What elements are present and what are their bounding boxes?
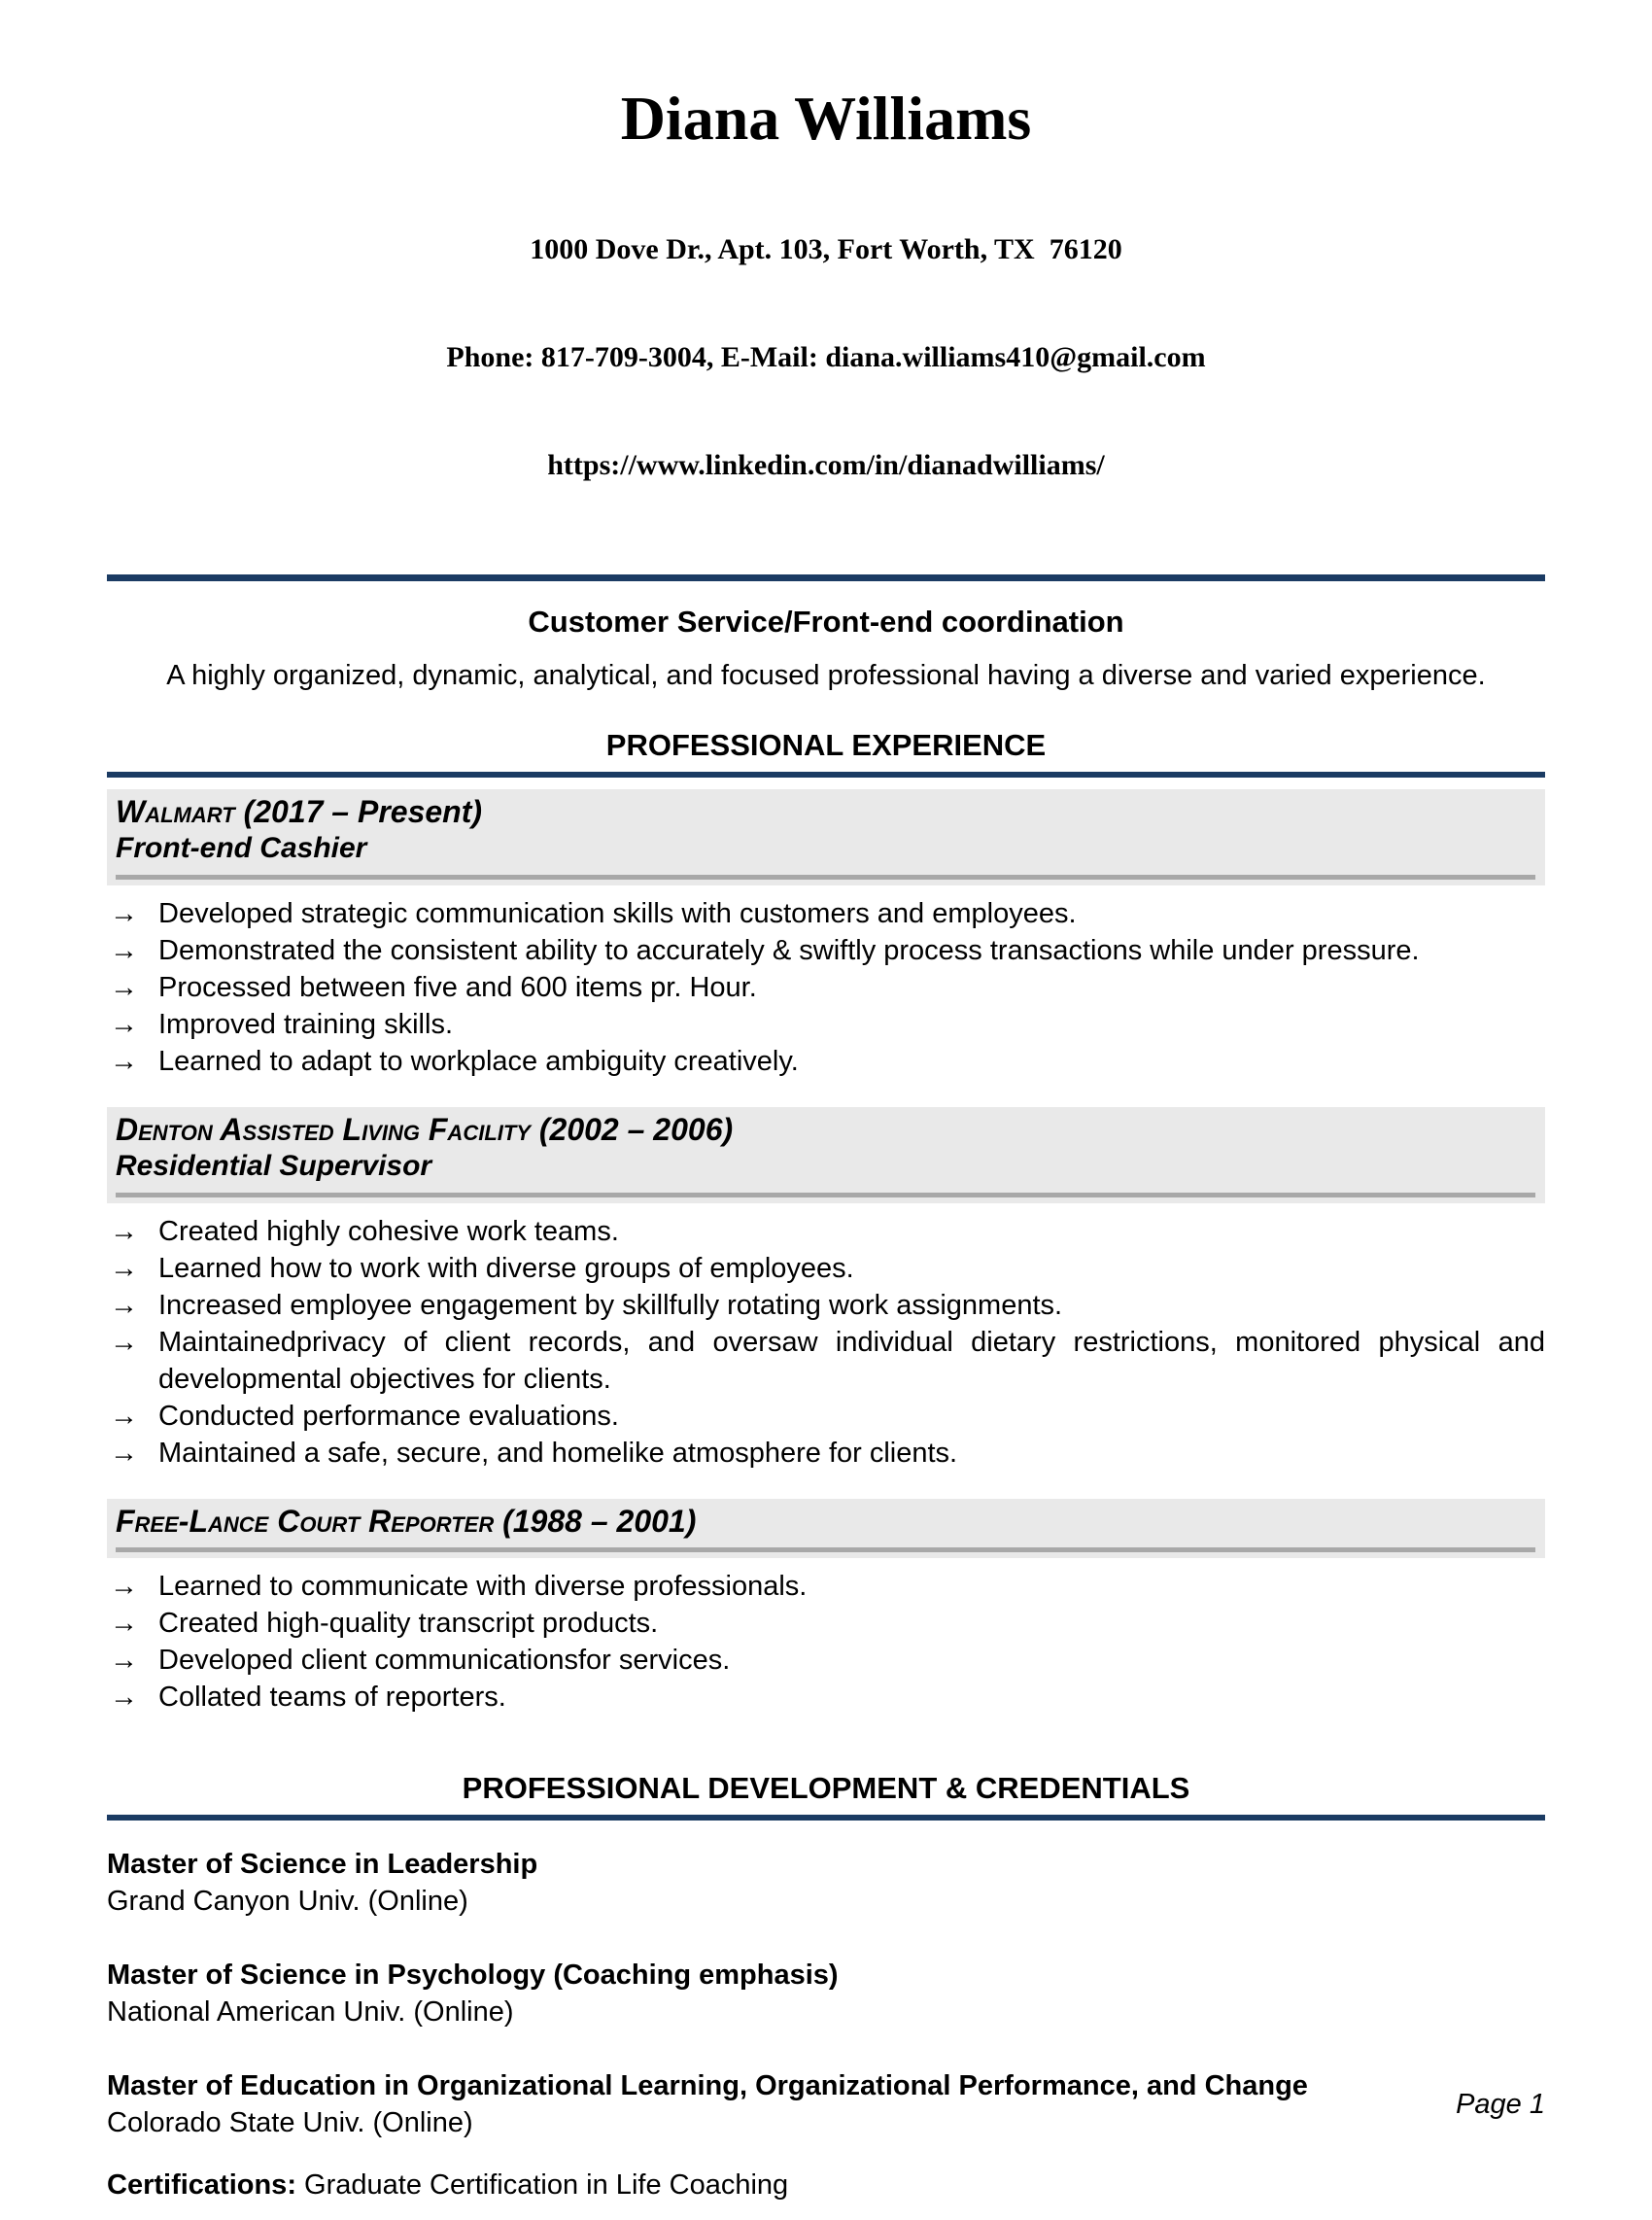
bullet-item: [107, 1435, 1545, 1472]
bullet-text: Collated teams of reporters.: [158, 1682, 506, 1713]
resume-objective-title: Customer Service/Front-end coordination: [528, 605, 1124, 639]
bullet-item: [107, 969, 1545, 1006]
bullet-text: Maintained a safe, secure, and homelike atmosphere for clients.: [158, 1438, 958, 1469]
bullet-text: Developed client communicationsfor services.: [158, 1645, 731, 1676]
degree-title: Master of Science in Psychology (Coaching emphasis): [107, 1960, 839, 1991]
bullet-item: [107, 1250, 1545, 1287]
page-number: Page 1: [1456, 2089, 1545, 2120]
arrow-bullet-icon: →: [110, 1216, 138, 1247]
bullet-text: Processed between five and 600 items pr. Hour.: [158, 972, 757, 1003]
job-role: Front-end Cashier: [116, 832, 367, 864]
bullet-item: [107, 895, 1545, 932]
arrow-bullet-icon: →: [110, 1327, 138, 1358]
job-company-line: [116, 1503, 1535, 1540]
bullet-text: Increased employee engagement by skillfully rotating work assignments.: [158, 1290, 1063, 1321]
bullet-item: [107, 932, 1545, 969]
bullet-text: Learned how to work with diverse groups of employees.: [158, 1253, 854, 1284]
phone-email-line: Phone: 817-709-3004, E-Mail: diana.williams410@gmail.com: [446, 341, 1206, 373]
bullet-text: Demonstrated the consistent ability to accurately & swiftly process transactions while under pressure.: [158, 935, 1420, 966]
degree-title: Master of Science in Leadership: [107, 1849, 538, 1880]
bullet-text: Maintainedprivacy of client records, and oversaw individual dietary restrictions, monitored physical and developmental objectives for clients.: [158, 1327, 1545, 1395]
job-header-denton: [107, 1107, 1545, 1203]
job-bullets-denton: [107, 1213, 1545, 1472]
arrow-bullet-icon: →: [110, 1645, 138, 1676]
arrow-bullet-icon: →: [110, 1608, 138, 1639]
arrow-bullet-icon: →: [110, 1046, 138, 1077]
bullet-item: [107, 1679, 1545, 1716]
job-dates: (2017 – Present): [234, 794, 483, 829]
certifications-label: Certifications:: [107, 2169, 296, 2201]
job-role: Residential Supervisor: [116, 1150, 432, 1182]
bullet-text: Developed strategic communication skills with customers and employees.: [158, 898, 1077, 929]
job-header-walmart: [107, 789, 1545, 885]
bullet-item: [107, 1043, 1545, 1080]
experience-section-heading: PROFESSIONAL EXPERIENCE: [605, 728, 1047, 762]
arrow-bullet-icon: →: [110, 1253, 138, 1284]
resume-page: [0, 82, 1652, 2220]
address-line: 1000 Dove Dr., Apt. 103, Fort Worth, TX 76120: [530, 233, 1122, 265]
credentials-heading-rule: [107, 1815, 1545, 1821]
bullet-item: [107, 1006, 1545, 1043]
bullet-item: [107, 1642, 1545, 1679]
bullet-item: [107, 1287, 1545, 1324]
contact-block: [107, 159, 1545, 555]
education-entry: [107, 2067, 1545, 2141]
school-name: National American Univ. (Online): [107, 1996, 514, 2028]
certifications-line: [107, 2167, 1545, 2203]
job-header-stripe: [116, 875, 1535, 880]
school-name: Colorado State Univ. (Online): [107, 2107, 473, 2138]
bullet-item: [107, 1398, 1545, 1435]
bullet-item: [107, 1605, 1545, 1642]
arrow-bullet-icon: →: [110, 1401, 138, 1432]
arrow-bullet-icon: →: [110, 1571, 138, 1602]
experience-heading-rule: [107, 772, 1545, 778]
arrow-bullet-icon: →: [110, 898, 138, 929]
arrow-bullet-icon: →: [110, 935, 138, 966]
bullet-text: Learned to communicate with diverse professionals.: [158, 1571, 808, 1602]
job-header-stripe: [116, 1547, 1535, 1552]
bullet-item: [107, 1324, 1545, 1398]
job-bullets-freelance: [107, 1568, 1545, 1716]
certifications-value: Graduate Certification in Life Coaching: [295, 2169, 789, 2201]
bullet-item: [107, 1568, 1545, 1605]
header-divider-rule: [107, 574, 1545, 581]
bullet-text: Created high-quality transcript products.: [158, 1608, 659, 1639]
credentials-section-heading: PROFESSIONAL DEVELOPMENT & CREDENTIALS: [462, 1771, 1190, 1805]
education-entry: [107, 1846, 1545, 1920]
job-company-line: [116, 793, 1535, 830]
company-name: Free-Lance Court Reporter: [116, 1504, 495, 1539]
bullet-item: [107, 1213, 1545, 1250]
job-dates: (2002 – 2006): [530, 1112, 734, 1147]
arrow-bullet-icon: →: [110, 1290, 138, 1321]
job-company-line: [116, 1111, 1535, 1148]
arrow-bullet-icon: →: [110, 1438, 138, 1469]
arrow-bullet-icon: →: [110, 972, 138, 1003]
school-name: Grand Canyon Univ. (Online): [107, 1886, 468, 1917]
bullet-text: Learned to adapt to workplace ambiguity creatively.: [158, 1046, 799, 1077]
job-dates: (1988 – 2001): [494, 1504, 697, 1539]
education-entry: [107, 1957, 1545, 2030]
job-header-freelance: [107, 1499, 1545, 1558]
company-name: Denton Assisted Living Facility: [116, 1112, 531, 1147]
bullet-text: Created highly cohesive work teams.: [158, 1216, 619, 1247]
job-header-stripe: [116, 1193, 1535, 1197]
bullet-text: Improved training skills.: [158, 1009, 453, 1040]
bullet-text: Conducted performance evaluations.: [158, 1401, 619, 1432]
resume-header: [107, 82, 1545, 555]
summary-text: A highly organized, dynamic, analytical, and focused professional having a diverse and varied experience.: [166, 660, 1486, 691]
degree-title: Master of Education in Organizational Learning, Organizational Performance, and Change: [107, 2070, 1308, 2101]
job-bullets-walmart: [107, 895, 1545, 1080]
arrow-bullet-icon: →: [110, 1682, 138, 1713]
company-name: Walmart: [116, 794, 235, 829]
arrow-bullet-icon: →: [110, 1009, 138, 1040]
person-name: Diana Williams: [620, 84, 1032, 153]
linkedin-url: https://www.linkedin.com/in/dianadwilliams/: [547, 449, 1105, 481]
